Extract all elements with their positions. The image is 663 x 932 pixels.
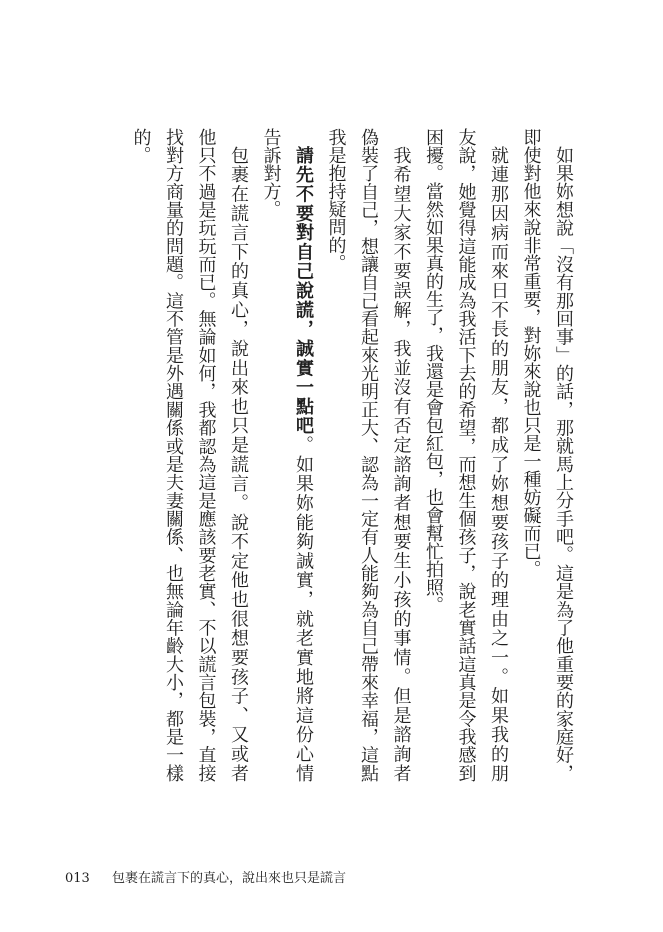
text-column: 就連那因病而來日不長的朋友，都成了妳想要孩子的理由之一。如果我的朋 — [488, 146, 509, 782]
text-column: 的。 — [130, 128, 152, 164]
paragraph — [319, 128, 417, 782]
paragraph — [417, 128, 515, 782]
text-column: 找對方商量的問題。這不管是外遇關係或是夫妻關係、也無論年齡大小，都是一樣 — [163, 128, 184, 782]
paragraph — [254, 128, 319, 782]
paragraph — [514, 128, 579, 782]
page-footer — [0, 869, 663, 889]
column-text: 。如果妳能夠誠實，就老實地將這份心情 — [293, 435, 314, 782]
text-column: 告訴對方。 — [260, 128, 282, 218]
paragraph — [124, 128, 254, 782]
text-column: 他只不過是玩玩而已。無論如何，我都認為這是應該要老實、不以謊言包裝，直接 — [195, 128, 217, 782]
page-number: 013 — [65, 871, 90, 886]
text-column: 如果妳想說「沒有那回事」的話，那就馬上分手吧。這是為了他重要的家庭好， — [553, 146, 574, 782]
text-column: 我是抱持疑問的。 — [325, 128, 347, 272]
page-body — [124, 128, 579, 782]
text-column: 困擾。當然如果真的生了，我還是會包紅包，也會幫忙拍照。 — [423, 128, 444, 614]
running-title: 包裹在謊言下的真心，說出來也只是謊言 — [112, 871, 347, 886]
text-column: 友說，她覺得這能成為我活下去的希望，而想生個孩子，說老實話這真是令我感到 — [455, 128, 477, 782]
text-column: 即使對他來說非常重要，對妳來說也只是一種妨礙而已。 — [520, 128, 542, 578]
emphasis-text: 請先不要對自己說謊，誠實一點吧 — [293, 146, 314, 436]
text-column: 偽裝了自己，想讓自己看起來光明正大、認為一定有人能夠為自己帶來幸福，這點 — [358, 128, 379, 782]
text-column — [287, 128, 320, 782]
text-column: 我希望大家不要誤解，我並沒有否定諮詢者想要生小孩的事情。但是諮詢者 — [390, 146, 412, 782]
text-column: 包裹在謊言下的真心，說出來也只是謊言。說不定他也很想要孩子、又或者 — [228, 146, 249, 782]
